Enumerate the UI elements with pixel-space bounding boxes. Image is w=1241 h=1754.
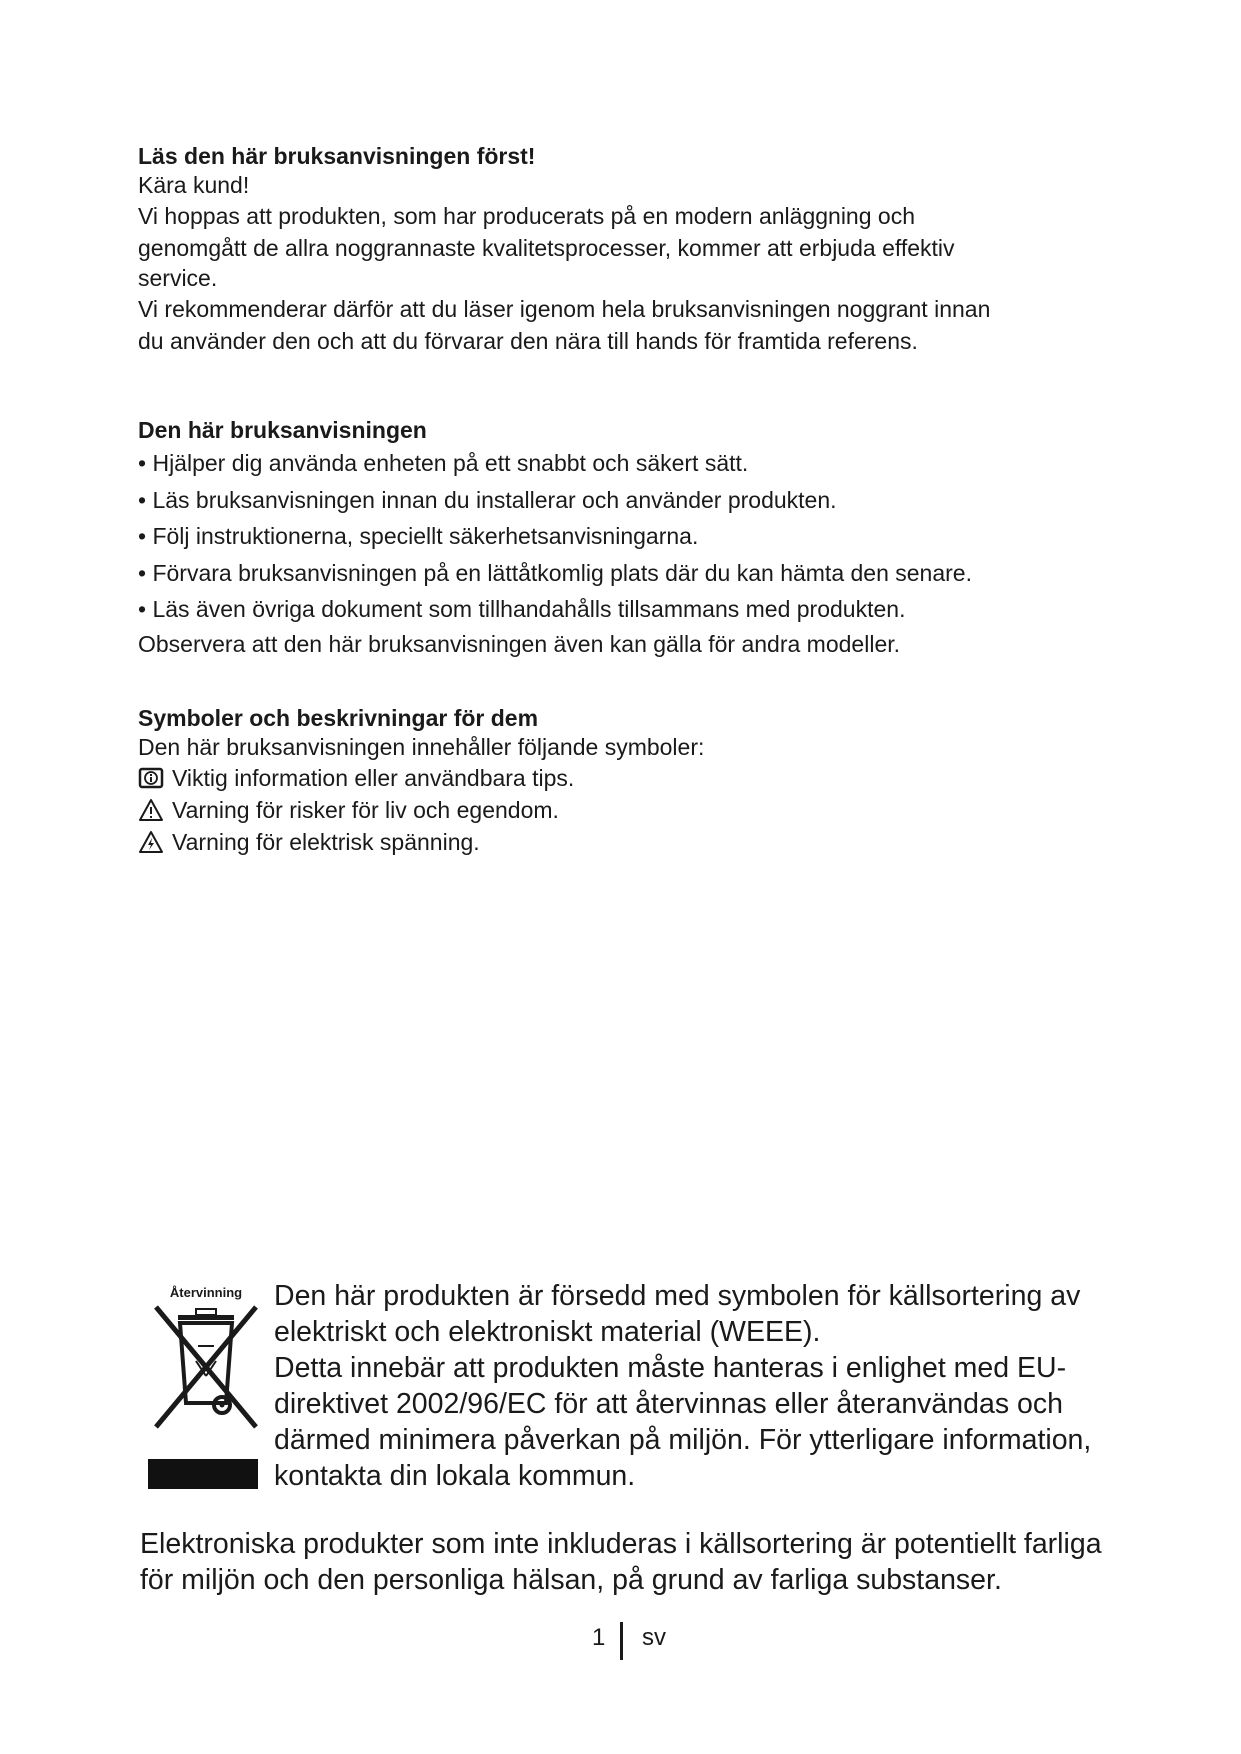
list-item: • Följ instruktionerna, speciellt säkerhetsanvisningarna. [138, 518, 1098, 555]
recycling-line: därmed minimera påverkan på miljön. För ytterligare information, [274, 1424, 1092, 1456]
salutation: Kära kund! [138, 172, 250, 198]
weee-logo-label: Återvinning [169, 1285, 243, 1300]
symbol-description: Viktig information eller användbara tips. [172, 765, 575, 791]
page-footer [0, 1620, 1241, 1660]
recycling-line: direktivet 2002/96/EC för att återvinnas eller återanvändas och [274, 1388, 1063, 1420]
list-item: • Förvara bruksanvisningen på en lättåtkomlig plats där du kan hämta den senare. [138, 555, 1098, 592]
intro-paragraph-1-line-3: service. [138, 265, 218, 291]
language-code: sv [642, 1624, 666, 1651]
weee-logo [148, 1285, 264, 1493]
intro-paragraph-2-line-1: Vi rekommenderar därför att du läser igenom hela bruksanvisningen noggrant innan [138, 296, 991, 322]
symbols-intro: Den här bruksanvisningen innehåller följande symboler: [138, 734, 705, 760]
crossed-bin-icon [148, 1301, 264, 1491]
list-item: • Hjälper dig använda enheten på ett snabbt och säkert sätt. [138, 445, 1098, 482]
intro-paragraph-1-line-1: Vi hoppas att produkten, som har producerats på en modern anläggning och [138, 203, 915, 229]
symbols-section [138, 704, 1098, 858]
warning-icon [138, 798, 164, 822]
intro-paragraph-1-line-2: genomgått de allra noggrannaste kvalitetsprocesser, kommer att erbjuda effektiv [138, 235, 955, 261]
recycling-line: Detta innebär att produkten måste hanteras i enlighet med EU- [274, 1352, 1067, 1384]
intro-paragraph-2-line-2: du använder den och att du förvarar den nära till hands för framtida referens. [138, 328, 918, 354]
recycling-line: Den här produkten är försedd med symbolen för källsortering av [274, 1280, 1081, 1312]
info-icon [138, 767, 164, 789]
hazard-paragraph [140, 1526, 1140, 1598]
page-number: 1 [592, 1624, 606, 1651]
symbol-row-warning [138, 794, 1098, 826]
recycling-line: elektriskt och elektroniskt material (WEEE). [274, 1316, 821, 1348]
electric-warning-icon [138, 830, 164, 854]
intro-heading: Läs den här bruksanvisningen först! [138, 143, 536, 169]
manual-heading: Den här bruksanvisningen [138, 417, 427, 443]
symbol-description: Varning för risker för liv och egendom. [172, 797, 559, 823]
recycling-line: kontakta din lokala kommun. [274, 1460, 636, 1492]
list-item: • Läs bruksanvisningen innan du installerar och använder produkten. [138, 482, 1098, 519]
symbol-row-electric [138, 826, 1098, 858]
manual-section [138, 416, 1098, 660]
list-item: • Läs även övriga dokument som tillhandahålls tillsammans med produkten. [138, 591, 1098, 628]
footer-separator [620, 1622, 623, 1660]
symbol-description: Varning för elektrisk spänning. [172, 829, 480, 855]
symbols-heading: Symboler och beskrivningar för dem [138, 705, 539, 731]
hazard-line-2: för miljön och den personliga hälsan, på grund av farliga substanser. [140, 1564, 1002, 1596]
intro-section [138, 142, 1098, 357]
recycling-text [274, 1278, 1134, 1494]
symbol-row-info [138, 762, 1098, 794]
hazard-line-1: Elektroniska produkter som inte inkluderas i källsortering är potentiellt farliga [140, 1528, 1102, 1560]
manual-note: Observera att den här bruksanvisningen även kan gälla för andra modeller. [138, 630, 901, 657]
